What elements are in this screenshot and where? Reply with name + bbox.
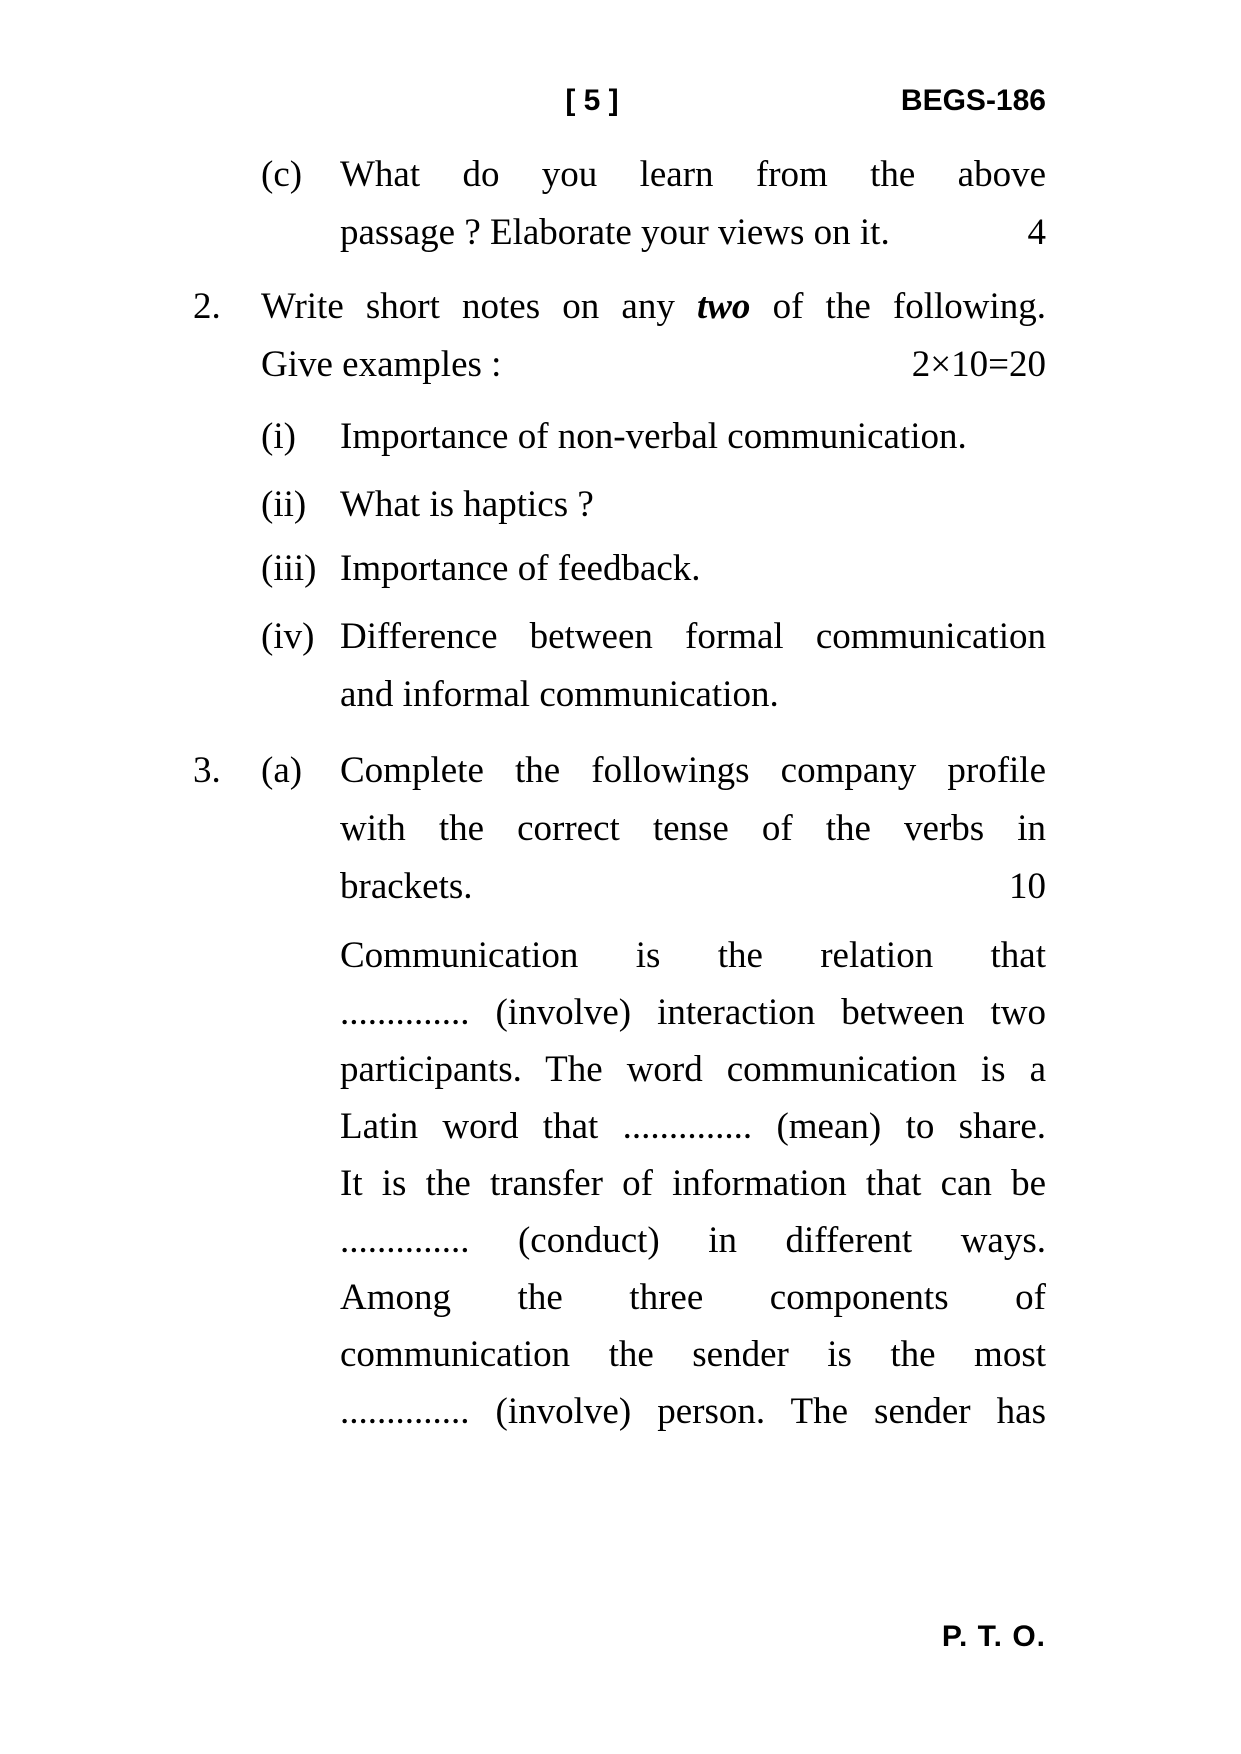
question-2-line1-bold: two [696,286,751,327]
question-3a-line3-text: brackets. [340,866,473,907]
item-ii-text: What is haptics ? [340,484,594,525]
passage-line-1: Communication is the relation that [340,935,1046,976]
question-2-line1-post: of the following. [772,286,1047,327]
question-3a-line2: with the correct tense of the verbs in [340,808,1046,849]
question-3a-marks: 10 [1009,866,1046,907]
question-2-number: 2. [193,286,221,327]
item-iv-line1: Difference between formal communication [340,616,1046,657]
item-iv-marker: (iv) [261,616,315,657]
question-2-examples: Give examples : [261,344,502,385]
question-1c-line2-text: passage ? Elaborate your views on it. [340,212,890,253]
question-1c-line1: What do you learn from the above [340,154,1046,195]
question-2-item-i [193,408,1046,466]
question-3a-marker: (a) [261,750,303,791]
passage-line-4: Latin word that .............. (mean) to share. [340,1106,1046,1147]
item-iii-text: Importance of feedback. [340,548,701,589]
passage-line-9: .............. (involve) person. The sender has [340,1391,1046,1432]
question-2-item-iv [193,608,1046,724]
question-2 [193,278,1046,394]
page-content [193,146,1046,1440]
passage-line-6: .............. (conduct) in different ways. [340,1220,1046,1261]
page-number: [ 5 ] [565,84,619,117]
passage-line-8: communication the sender is the most [340,1334,1046,1375]
question-2-line1 [261,278,1046,336]
item-iv-line2: and informal communication. [340,674,779,715]
pto-label: P. T. O. [941,1620,1046,1653]
item-ii-marker: (ii) [261,484,307,525]
passage-line-7: Among the three components of [340,1277,1046,1318]
item-i-marker: (i) [261,416,296,457]
question-3-number: 3. [193,750,221,791]
question-3a [193,742,1046,916]
question-2-line1-pre: Write short notes on any [261,286,675,327]
passage-line-3: participants. The word communication is a [340,1049,1046,1090]
question-1c-line2 [340,204,1046,262]
question-2-marks: 2×10=20 [911,344,1046,385]
question-1c [193,146,1046,262]
paper-code: BEGS-186 [900,84,1046,117]
page-header [193,84,1046,124]
question-2-item-ii [193,476,1046,534]
item-iii-marker: (iii) [261,548,317,589]
passage-line-2: .............. (involve) interaction between two [340,992,1046,1033]
question-2-line2 [261,336,1046,394]
question-1c-marks: 4 [1027,212,1046,253]
question-2-item-iii [193,540,1046,598]
item-i-text: Importance of non-verbal communication. [340,416,967,457]
question-3a-line3 [340,858,1046,916]
question-3a-passage [193,927,1046,1440]
question-1c-marker: (c) [261,154,303,195]
question-3a-line1: Complete the followings company profile [340,750,1046,791]
passage-line-5: It is the transfer of information that can be [340,1163,1046,1204]
